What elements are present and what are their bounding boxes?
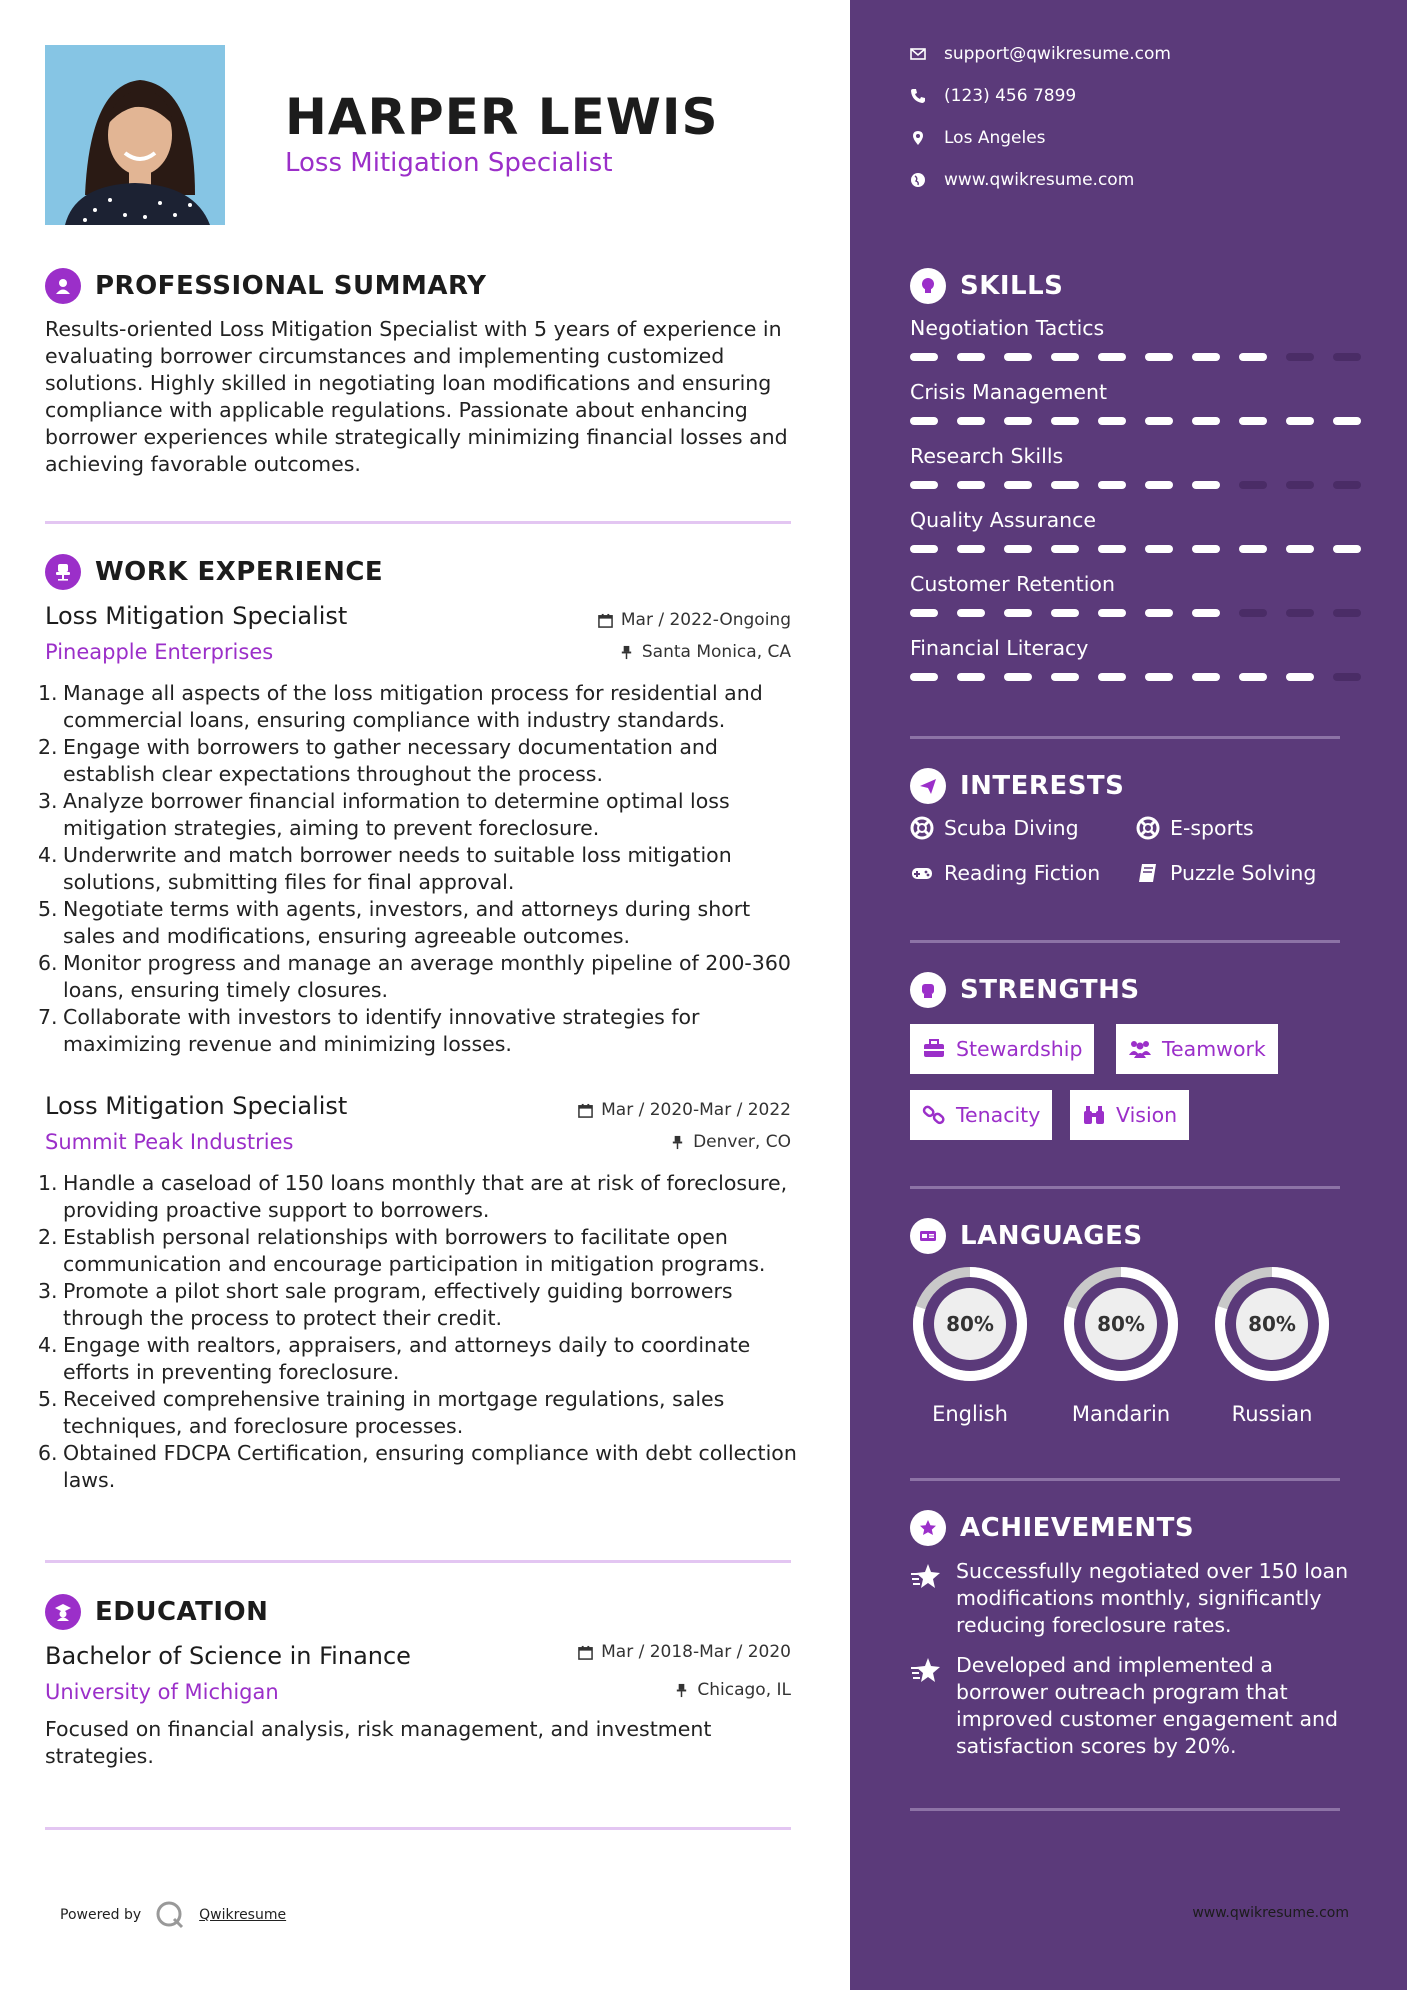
list-item: 5. Received comprehensive training in mortgage regulations, sales techniques, and foreclosure processes. (38, 1387, 725, 1438)
skill-level-bar (910, 481, 1361, 489)
strength-tag (1070, 1090, 1189, 1140)
users-icon (1128, 1037, 1152, 1061)
job-location-text: Santa Monica, CA (641, 642, 791, 662)
skill-name: Negotiation Tactics (910, 316, 1105, 340)
skill-level-dash (1004, 353, 1032, 361)
section-divider (910, 1478, 1340, 1481)
skill-level-dash (1145, 609, 1173, 617)
skill-level-bar (910, 417, 1361, 425)
skill-level-dash (1098, 417, 1126, 425)
language-ring (1212, 1264, 1332, 1384)
life-ring-icon (1136, 816, 1160, 840)
fist-icon (910, 972, 946, 1008)
skill-level-dash (957, 609, 985, 617)
shooting-star-icon (910, 1654, 942, 1686)
strength-label: Teamwork (1162, 1037, 1266, 1061)
job-location (619, 642, 791, 662)
calendar-icon (578, 1645, 593, 1660)
interests-heading (910, 768, 1124, 804)
skill-level-dash (1286, 545, 1314, 553)
education-location (674, 1680, 791, 1700)
job-dates-text: Mar / 2022-Ongoing (620, 610, 791, 630)
skill-level-dash (1286, 417, 1314, 425)
job-location-text: Denver, CO (693, 1132, 791, 1152)
language-item (910, 1264, 1030, 1426)
skill-level-dash (1004, 545, 1032, 553)
interest-item (910, 816, 1079, 840)
skill-level-dash (910, 609, 938, 617)
list-item: 3. Promote a pilot short sale program, effectively guiding borrowers through the process to protect their credit. (38, 1279, 733, 1330)
skill-level-dash (1333, 673, 1361, 681)
interest-item (1136, 816, 1254, 840)
qwikresume-logo-icon (155, 1900, 185, 1930)
skill-name: Financial Literacy (910, 636, 1089, 660)
skill-level-dash (910, 353, 938, 361)
contact-website (910, 170, 1134, 190)
company-name: Pineapple Enterprises (45, 640, 274, 664)
job-dates (598, 610, 791, 630)
achievements-title: ACHIEVEMENTS (960, 1513, 1195, 1543)
job-duties-list (38, 1170, 798, 1494)
skill-level-dash (957, 417, 985, 425)
skill-level-dash (1333, 481, 1361, 489)
skill-level-dash (910, 673, 938, 681)
school-name: University of Michigan (45, 1680, 279, 1704)
degree-title: Bachelor of Science in Finance (45, 1642, 411, 1670)
list-item: 6. Obtained FDCPA Certification, ensuring compliance with debt collection laws. (38, 1441, 797, 1492)
company-name: Summit Peak Industries (45, 1130, 294, 1154)
pin-icon (674, 1683, 689, 1698)
skill-level-dash (1098, 353, 1126, 361)
skill-level-bar (910, 545, 1361, 553)
email-text[interactable]: support@qwikresume.com (944, 44, 1171, 64)
skill-level-dash (1145, 545, 1173, 553)
education-dates-text: Mar / 2018-Mar / 2020 (601, 1642, 791, 1662)
education-location-text: Chicago, IL (697, 1680, 791, 1700)
list-item: 2. Establish personal relationships with borrowers to facilitate open communication and encourage participation in mitigation programs. (38, 1225, 766, 1276)
skill-level-dash (1098, 481, 1126, 489)
language-percent: 80% (946, 1312, 994, 1336)
skill-level-dash (1051, 353, 1079, 361)
languages-heading (910, 1218, 1143, 1254)
skill-level-dash (1004, 609, 1032, 617)
list-item: 5. Negotiate terms with agents, investors, and attorneys during short sales and modifications, ensuring agreeable outcomes. (38, 897, 751, 948)
strengths-heading (910, 972, 1140, 1008)
list-item: 1. Manage all aspects of the loss mitigation process for residential and commercial loans, ensuring compliance with industry standards. (38, 681, 763, 732)
education-heading (45, 1594, 268, 1630)
skill-level-dash (1239, 609, 1267, 617)
office-chair-icon (45, 554, 81, 590)
achievement-text: Developed and implemented a borrower outreach program that improved customer engagement and satisfaction scores by 20%. (956, 1653, 1339, 1758)
pin-icon (619, 645, 634, 660)
skills-heading (910, 268, 1063, 304)
skill-level-dash (1192, 609, 1220, 617)
skill-level-dash (957, 481, 985, 489)
skill-level-dash (1145, 673, 1173, 681)
interest-item (910, 861, 1100, 885)
shooting-star-icon (910, 1560, 942, 1592)
website-text[interactable]: www.qwikresume.com (944, 170, 1135, 190)
skill-level-dash (1239, 353, 1267, 361)
skill-level-dash (1145, 417, 1173, 425)
briefcase-icon (922, 1037, 946, 1061)
interest-label: E-sports (1170, 816, 1254, 840)
skill-level-dash (1051, 417, 1079, 425)
skill-level-dash (1098, 545, 1126, 553)
skill-level-dash (910, 481, 938, 489)
skills-title: SKILLS (960, 271, 1064, 301)
link-icon (922, 1103, 946, 1127)
experience-heading (45, 554, 383, 590)
phone-text: (123) 456 7899 (944, 86, 1077, 106)
translate-icon (910, 1218, 946, 1254)
language-name: Mandarin (1071, 1402, 1171, 1426)
graduate-icon (45, 1594, 81, 1630)
list-item: 7. Collaborate with investors to identify innovative strategies for maximizing revenue and minimizing losses. (38, 1005, 700, 1056)
powered-by-label: Powered by (60, 1907, 142, 1923)
skill-level-dash (1004, 417, 1032, 425)
job-dates-text: Mar / 2020-Mar / 2022 (601, 1100, 791, 1120)
lightbulb-icon (910, 268, 946, 304)
skill-level-dash (1051, 609, 1079, 617)
language-percent: 80% (1248, 1312, 1296, 1336)
footer-powered (60, 1900, 286, 1930)
language-item (1061, 1264, 1181, 1426)
skill-level-dash (1286, 353, 1314, 361)
strength-label: Tenacity (956, 1103, 1041, 1127)
skill-level-dash (1239, 417, 1267, 425)
experience-title: WORK EXPERIENCE (95, 557, 384, 587)
job-dates (578, 1100, 791, 1120)
list-item: 2. Engage with borrowers to gather necessary documentation and establish clear expectations throughout the process. (38, 735, 718, 786)
strength-tag (910, 1090, 1052, 1140)
language-name: English (932, 1402, 1008, 1426)
contact-phone (910, 86, 1076, 106)
skill-level-dash (910, 417, 938, 425)
gamepad-icon (910, 861, 934, 885)
skill-level-dash (1051, 673, 1079, 681)
phone-icon (910, 88, 926, 104)
skill-level-dash (1004, 481, 1032, 489)
star-badge-icon (910, 1510, 946, 1546)
summary-text: Results-oriented Loss Mitigation Specialist with 5 years of experience in evaluating borrower circumstances and implementing customized solutions. Highly skilled in negotiating loan modifications and ensuring compliance with applicable regulations. Passionate about enhancing borrower experiences while strategically minimizing financial losses and achieving favorable outcomes. (45, 317, 788, 476)
section-divider (910, 1186, 1340, 1189)
skill-level-dash (1239, 545, 1267, 553)
achievement-text: Successfully negotiated over 150 loan modifications monthly, significantly reducing foreclosure rates. (956, 1559, 1349, 1637)
achievement-item (910, 1558, 1370, 1639)
location-text: Los Angeles (944, 128, 1046, 148)
skill-level-dash (1004, 673, 1032, 681)
languages-title: LANGUAGES (960, 1221, 1143, 1251)
section-divider (45, 521, 791, 524)
interest-label: Puzzle Solving (1170, 861, 1317, 885)
binoculars-icon (1082, 1103, 1106, 1127)
skill-level-dash (1333, 609, 1361, 617)
skill-level-dash (910, 545, 938, 553)
skill-level-dash (1098, 673, 1126, 681)
contact-email (910, 44, 1171, 64)
language-ring (910, 1264, 1030, 1384)
book-icon (1136, 861, 1160, 885)
language-percent: 80% (1097, 1312, 1145, 1336)
location-pin-icon (910, 130, 926, 146)
language-name: Russian (1231, 1402, 1313, 1426)
footer-site[interactable]: www.qwikresume.com (1192, 1905, 1349, 1921)
achievements-heading (910, 1510, 1194, 1546)
list-item: 3. Analyze borrower financial information to determine optimal loss mitigation strategies, aiming to prevent foreclosure. (38, 789, 730, 840)
interest-label: Reading Fiction (944, 861, 1101, 885)
achievement-item (910, 1652, 1370, 1760)
summary-heading (45, 268, 486, 304)
profile-photo (45, 45, 225, 225)
strength-label: Vision (1116, 1103, 1178, 1127)
user-circle-icon (45, 268, 81, 304)
skill-level-dash (1286, 609, 1314, 617)
skill-level-dash (1239, 673, 1267, 681)
strengths-title: STRENGTHS (960, 975, 1140, 1005)
education-title: EDUCATION (95, 1597, 269, 1627)
strength-label: Stewardship (956, 1037, 1083, 1061)
globe-icon (910, 172, 926, 188)
section-divider (910, 940, 1340, 943)
skill-level-dash (1239, 481, 1267, 489)
candidate-name: HARPER LEWIS (285, 88, 719, 146)
qwikresume-link[interactable]: Qwikresume (199, 1907, 287, 1923)
skill-level-dash (957, 353, 985, 361)
skill-name: Crisis Management (910, 380, 1108, 404)
calendar-icon (578, 1103, 593, 1118)
skill-level-dash (1145, 353, 1173, 361)
language-item (1212, 1264, 1332, 1426)
skill-level-dash (1192, 545, 1220, 553)
skill-level-dash (1333, 353, 1361, 361)
skill-level-dash (1098, 609, 1126, 617)
skill-level-dash (1333, 417, 1361, 425)
list-item: 1. Handle a caseload of 150 loans monthly that are at risk of foreclosure, providing proactive support to borrowers. (38, 1171, 788, 1222)
skill-name: Customer Retention (910, 572, 1115, 596)
education-dates (578, 1642, 791, 1662)
skill-level-dash (1051, 545, 1079, 553)
section-divider (910, 1808, 1340, 1811)
skill-level-dash (1192, 417, 1220, 425)
pin-icon (670, 1135, 685, 1150)
skill-level-dash (1051, 481, 1079, 489)
job-location (670, 1132, 791, 1152)
list-item: 4. Engage with realtors, appraisers, and attorneys daily to coordinate efforts in preventing foreclosure. (38, 1333, 751, 1384)
list-item: 4. Underwrite and match borrower needs to suitable loss mitigation solutions, submitting files for final approval. (38, 843, 732, 894)
skill-level-dash (1192, 353, 1220, 361)
language-ring (1061, 1264, 1181, 1384)
interest-label: Scuba Diving (944, 816, 1079, 840)
skill-level-dash (957, 545, 985, 553)
interests-title: INTERESTS (960, 771, 1125, 801)
calendar-icon (598, 613, 613, 628)
skill-level-bar (910, 673, 1361, 681)
education-description: Focused on financial analysis, risk management, and investment strategies. (45, 1717, 712, 1768)
summary-title: PROFESSIONAL SUMMARY (95, 271, 487, 301)
skill-level-dash (1286, 481, 1314, 489)
envelope-icon (910, 46, 926, 62)
section-divider (910, 736, 1340, 739)
skill-level-dash (1333, 545, 1361, 553)
skill-level-bar (910, 609, 1361, 617)
skill-level-dash (1145, 481, 1173, 489)
paper-plane-icon (910, 768, 946, 804)
section-divider (45, 1827, 791, 1830)
job-title: Loss Mitigation Specialist (45, 1092, 348, 1120)
skill-level-dash (1192, 481, 1220, 489)
skill-name: Research Skills (910, 444, 1064, 468)
candidate-role: Loss Mitigation Specialist (285, 148, 613, 178)
list-item: 6. Monitor progress and manage an average monthly pipeline of 200-360 loans, ensuring timely closures. (38, 951, 791, 1002)
skill-level-dash (957, 673, 985, 681)
job-duties-list (38, 680, 798, 1058)
contact-location (910, 128, 1046, 148)
section-divider (45, 1560, 791, 1563)
skill-level-bar (910, 353, 1361, 361)
skill-level-dash (1192, 673, 1220, 681)
life-ring-icon (910, 816, 934, 840)
strength-tag (910, 1024, 1094, 1074)
interest-item (1136, 861, 1316, 885)
job-title: Loss Mitigation Specialist (45, 602, 348, 630)
strength-tag (1116, 1024, 1278, 1074)
sidebar (850, 0, 1407, 1990)
skill-name: Quality Assurance (910, 508, 1097, 532)
skill-level-dash (1286, 673, 1314, 681)
